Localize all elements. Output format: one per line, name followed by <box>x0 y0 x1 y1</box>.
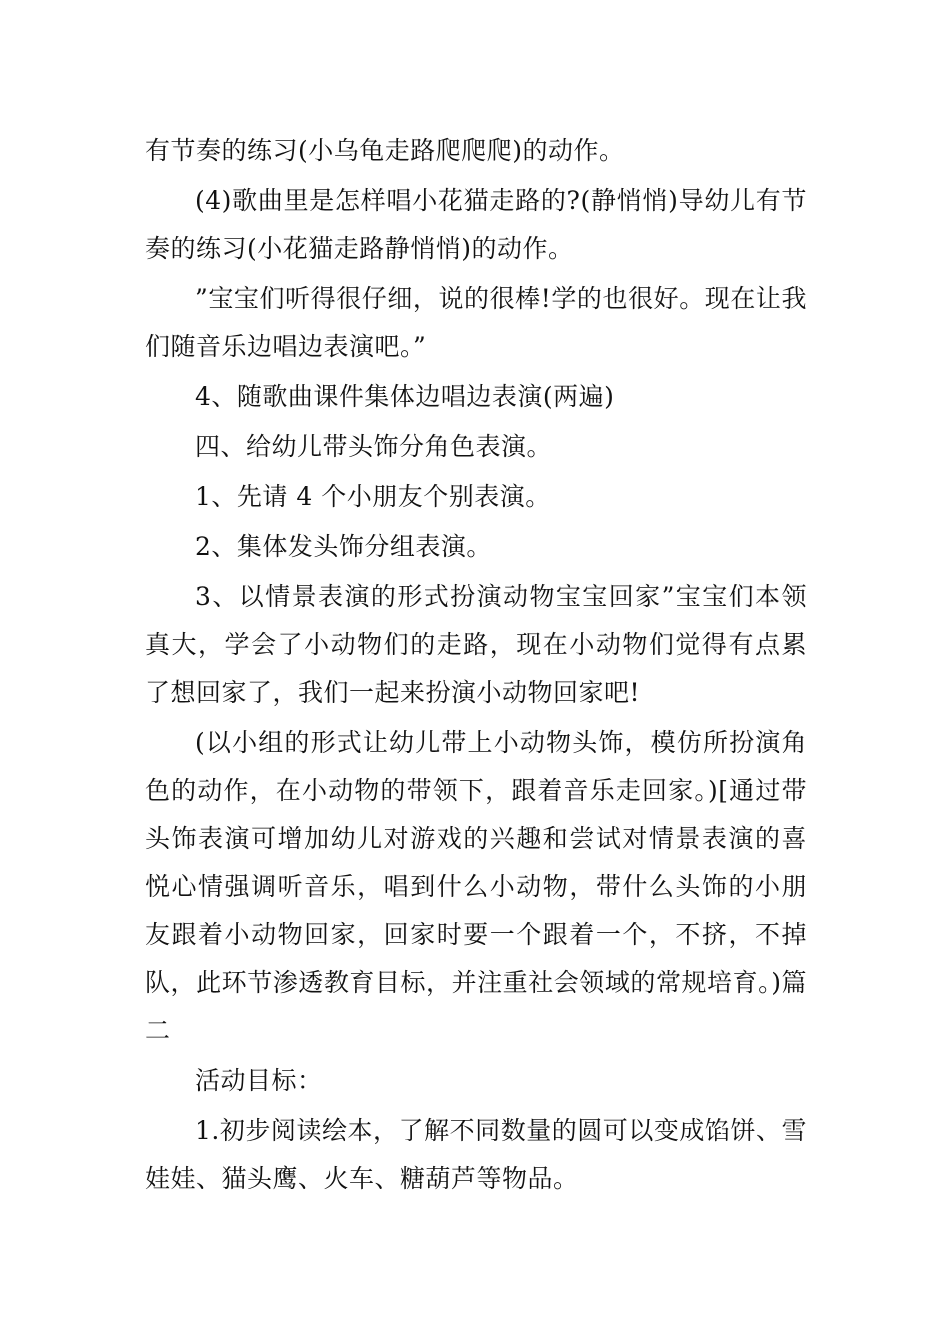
paragraph: ”宝宝们听得很仔细，说的很棒!学的也很好。现在让我们随音乐边唱边表演吧。” <box>145 284 807 361</box>
paragraph: 四、给幼儿带头饰分角色表演。 <box>195 432 553 461</box>
paragraph: 1、先请 4 个小朋友个别表演。 <box>195 482 551 511</box>
paragraph: 4、随歌曲课件集体边唱边表演(两遍) <box>195 382 615 411</box>
document-body <box>145 127 807 1205</box>
paragraph: (4)歌曲里是怎样唱小花猫走路的?(静悄悄)导幼儿有节奏的练习(小花猫走路静悄悄)的动作。 <box>145 186 807 263</box>
paragraph: 3、以情景表演的形式扮演动物宝宝回家”宝宝们本领真大，学会了小动物们的走路，现在小动物们觉得有点累了想回家了，我们一起来扮演小动物回家吧! <box>145 582 807 707</box>
paragraph: 2、集体发头饰分组表演。 <box>195 532 492 561</box>
paragraph: 1.初步阅读绘本，了解不同数量的圆可以变成馅饼、雪娃娃、猫头鹰、火车、糖葫芦等物品。 <box>145 1116 807 1193</box>
paragraph: (以小组的形式让幼儿带上小动物头饰，模仿所扮演角色的动作，在小动物的带领下，跟着音乐走回家。)[通过带头饰表演可增加幼儿对游戏的兴趣和尝试对情景表演的喜悦心情强调听音乐，唱到什么小动物，带什么头饰的小朋友跟着小动物回家，回家时要一个跟着一个，不挤，不掉队，此环节渗透教育目标，并注重社会领域的常规培育。)篇二 <box>145 728 807 1045</box>
section-heading: 活动目标： <box>195 1066 323 1095</box>
paragraph: 有节奏的练习(小乌龟走路爬爬爬)的动作。 <box>145 136 625 165</box>
